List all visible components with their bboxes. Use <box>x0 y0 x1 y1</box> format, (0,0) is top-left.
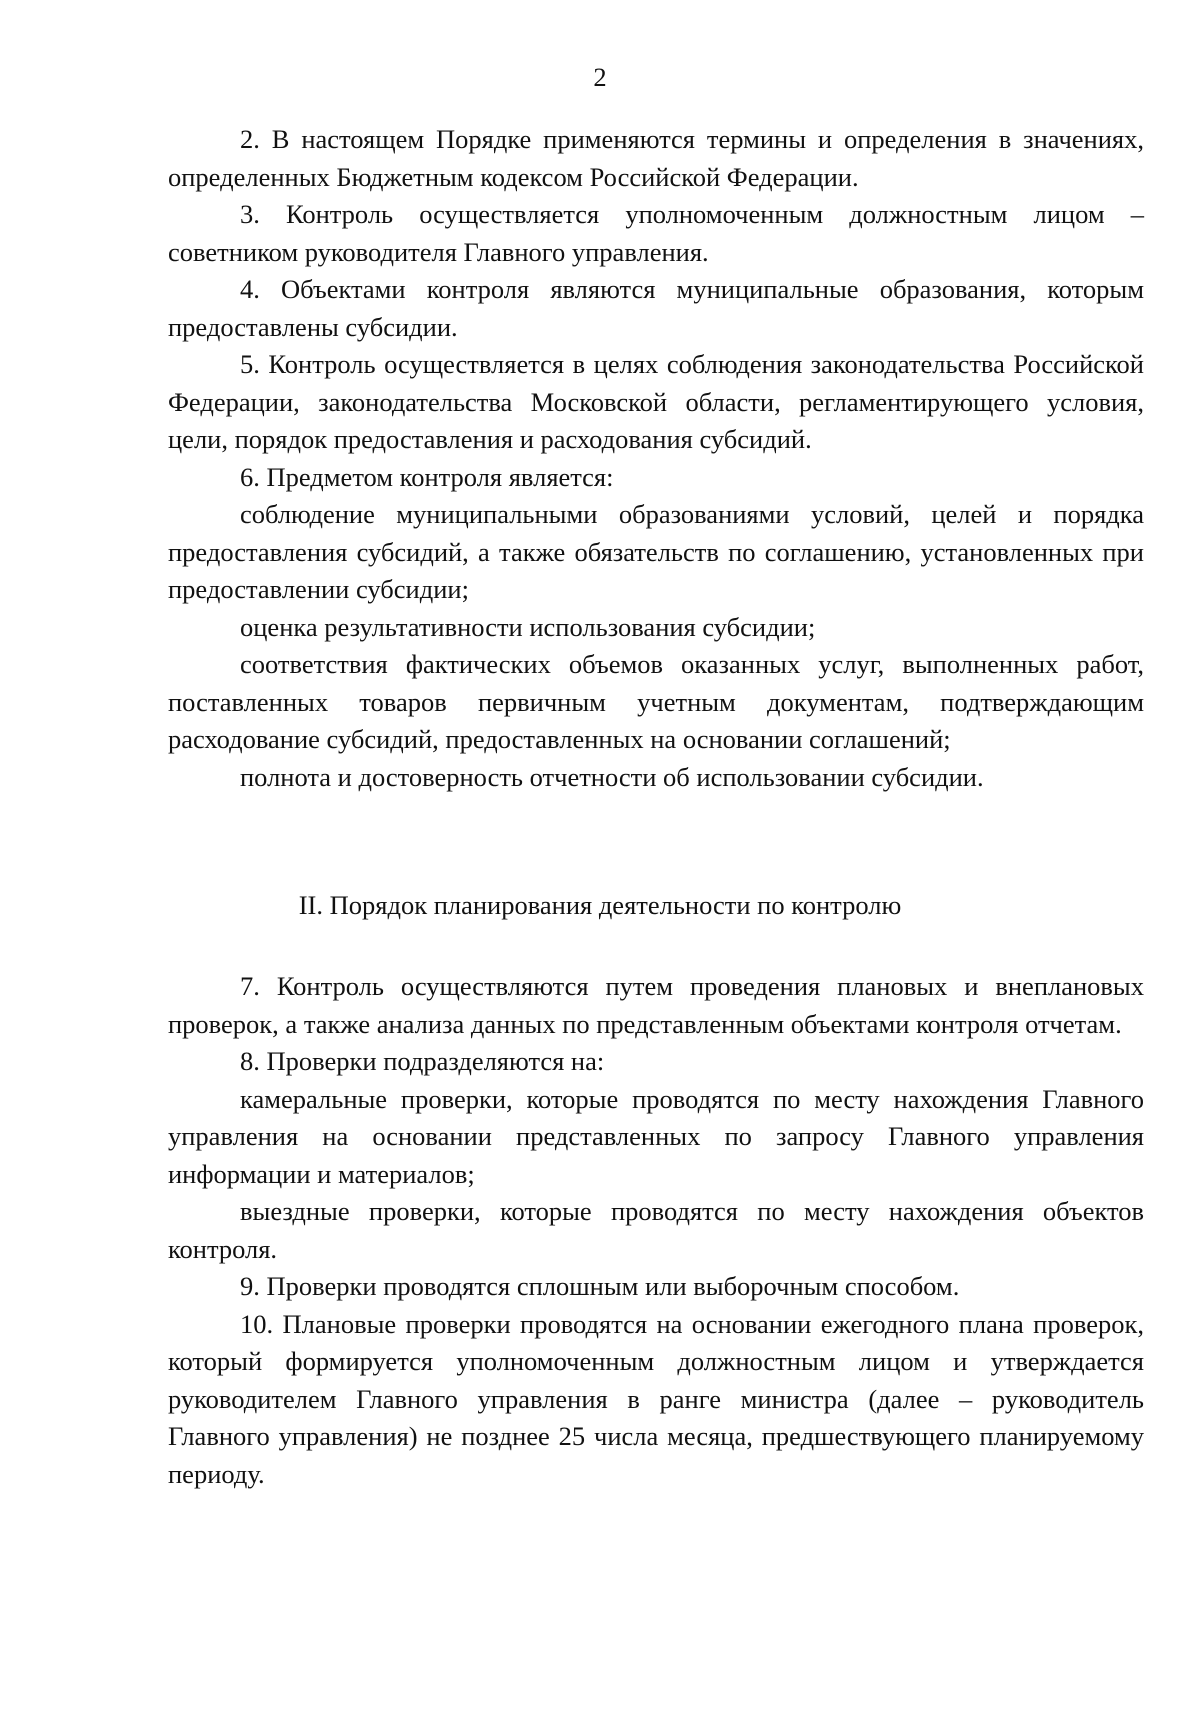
paragraph-desk-audits: камеральные проверки, которые проводятся по месту нахождения Главного управления на основании представленных по запросу Главного управления информации и материалов; <box>168 1083 1144 1189</box>
paragraph-item-7: 7. Контроль осуществляются путем проведения плановых и внеплановых проверок, а также анализа данных по представленным объектами контроля отчетам. <box>168 971 1144 1039</box>
paragraph-control-subject-2: оценка результативности использования субсидии; <box>240 611 816 642</box>
page-number: 2 <box>593 62 607 92</box>
section-2-body <box>168 968 1144 1493</box>
paragraph-control-subject-1: соблюдение муниципальными образованиями условий, целей и порядка предоставления субсидий, а также обязательств по соглашению, установленных при предоставлении субсидии; <box>168 499 1144 604</box>
paragraph-item-5: 5. Контроль осуществляется в целях соблюдения законодательства Российской Федерации, законодательства Московской области, регламентирующего условия, цели, порядок предоставления и расходования субсидий. <box>168 349 1144 454</box>
paragraph-item-9: 9. Проверки проводятся сплошным или выборочным способом. <box>240 1271 960 1301</box>
paragraph-control-subject-3: соответствия фактических объемов оказанных услуг, выполненных работ, поставленных товаров первичным учетным документам, подтверждающим расходование субсидий, предоставленных на основании соглашений; <box>168 649 1144 754</box>
paragraph-item-10: 10. Плановые проверки проводятся на основании ежегодного плана проверок, который формируется уполномоченным должностным лицом и утверждается руководителем Главного управления в ранге министра (далее – руководитель Главного управления) не позднее 25 числа месяца, предшествующего планируемому периоду. <box>168 1308 1144 1489</box>
paragraph-control-subject-4: полнота и достоверность отчетности об использовании субсидии. <box>240 761 984 792</box>
section-1-body <box>168 121 1144 796</box>
paragraph-field-audits: выездные проверки, которые проводятся по месту нахождения объектов контроля. <box>168 1196 1144 1264</box>
paragraph-item-2: 2. В настоящем Порядке применяются термины и определения в значениях, определенных Бюджетным кодексом Российской Федерации. <box>168 124 1144 192</box>
paragraph-item-8: 8. Проверки подразделяются на: <box>240 1046 605 1076</box>
paragraph-item-6: 6. Предметом контроля является: <box>240 461 614 492</box>
paragraph-item-3: 3. Контроль осуществляется уполномоченным должностным лицом – советником руководителя Главного управления. <box>168 199 1144 267</box>
section-heading: II. Порядок планирования деятельности по контролю <box>298 890 902 920</box>
paragraph-item-4: 4. Объектами контроля являются муниципальные образования, которым предоставлены субсидии. <box>168 274 1144 342</box>
